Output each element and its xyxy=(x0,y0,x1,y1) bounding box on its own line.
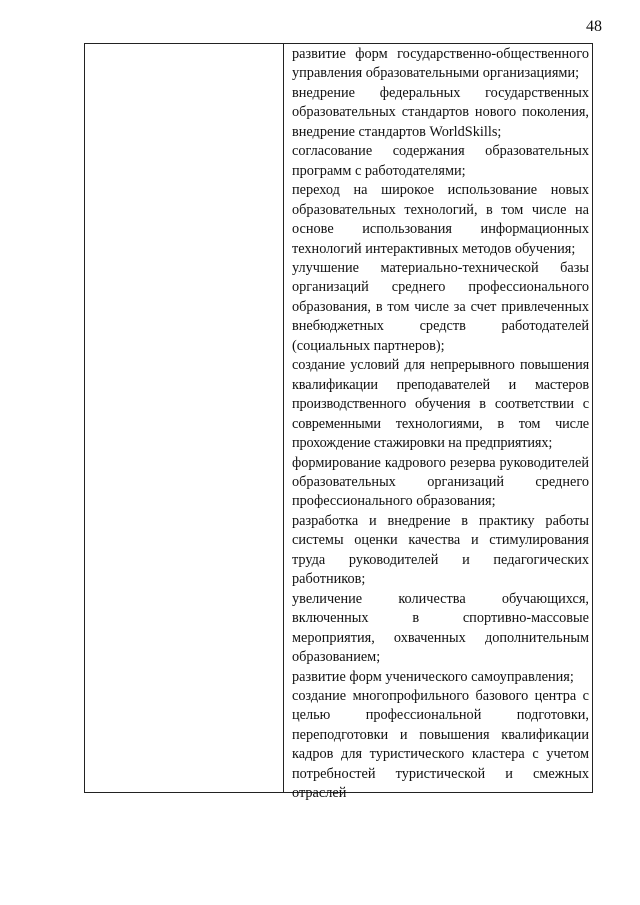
page-number: 48 xyxy=(586,18,602,35)
list-item: развитие форм ученического самоуправления; xyxy=(292,668,574,685)
list-item: увеличение количества обучающихся, включенных в спортивно-массовые мероприятия, охваченных дополнительным образованием; xyxy=(292,590,589,666)
table-right-cell xyxy=(284,44,592,802)
document-table xyxy=(84,43,593,802)
list-item: создание условий для непрерывного повышения квалификации преподавателей и мастеров производственного обучения в соответствии с современными технологиями, в том числе прохождение стажировки на предприятиях; xyxy=(292,357,589,452)
table-left-cell xyxy=(85,44,284,792)
list-item: переход на широкое использование новых образовательных технологий, в том числе на основе использования информационных технологий интерактивных методов обучения; xyxy=(292,182,589,257)
list-item: формирование кадрового резерва руководителей образовательных организаций среднего профессионального образования; xyxy=(292,454,589,510)
list-item: улучшение материально-технической базы организаций среднего профессионального образования, в том числе за счет привлеченных внебюджетных средств работодателей (социальных партнеров); xyxy=(292,259,589,354)
list-item: согласование содержания образовательных программ с работодателями; xyxy=(292,143,589,179)
list-item: развитие форм государственно-общественного управления образовательными организациями; xyxy=(292,46,589,82)
list-item: разработка и внедрение в практику работы системы оценки качества и стимулирования труда руководителей и педагогических работников; xyxy=(292,512,589,588)
list-item: создание многопрофильного базового центра с целью профессиональной подготовки, переподготовки и повышения квалификации кадров для туристического кластера с учетом потребностей туристической и смежных отраслей xyxy=(292,687,589,802)
list-item: внедрение федеральных государственных образовательных стандартов нового поколения, внедрение стандартов WorldSkills; xyxy=(292,84,589,140)
